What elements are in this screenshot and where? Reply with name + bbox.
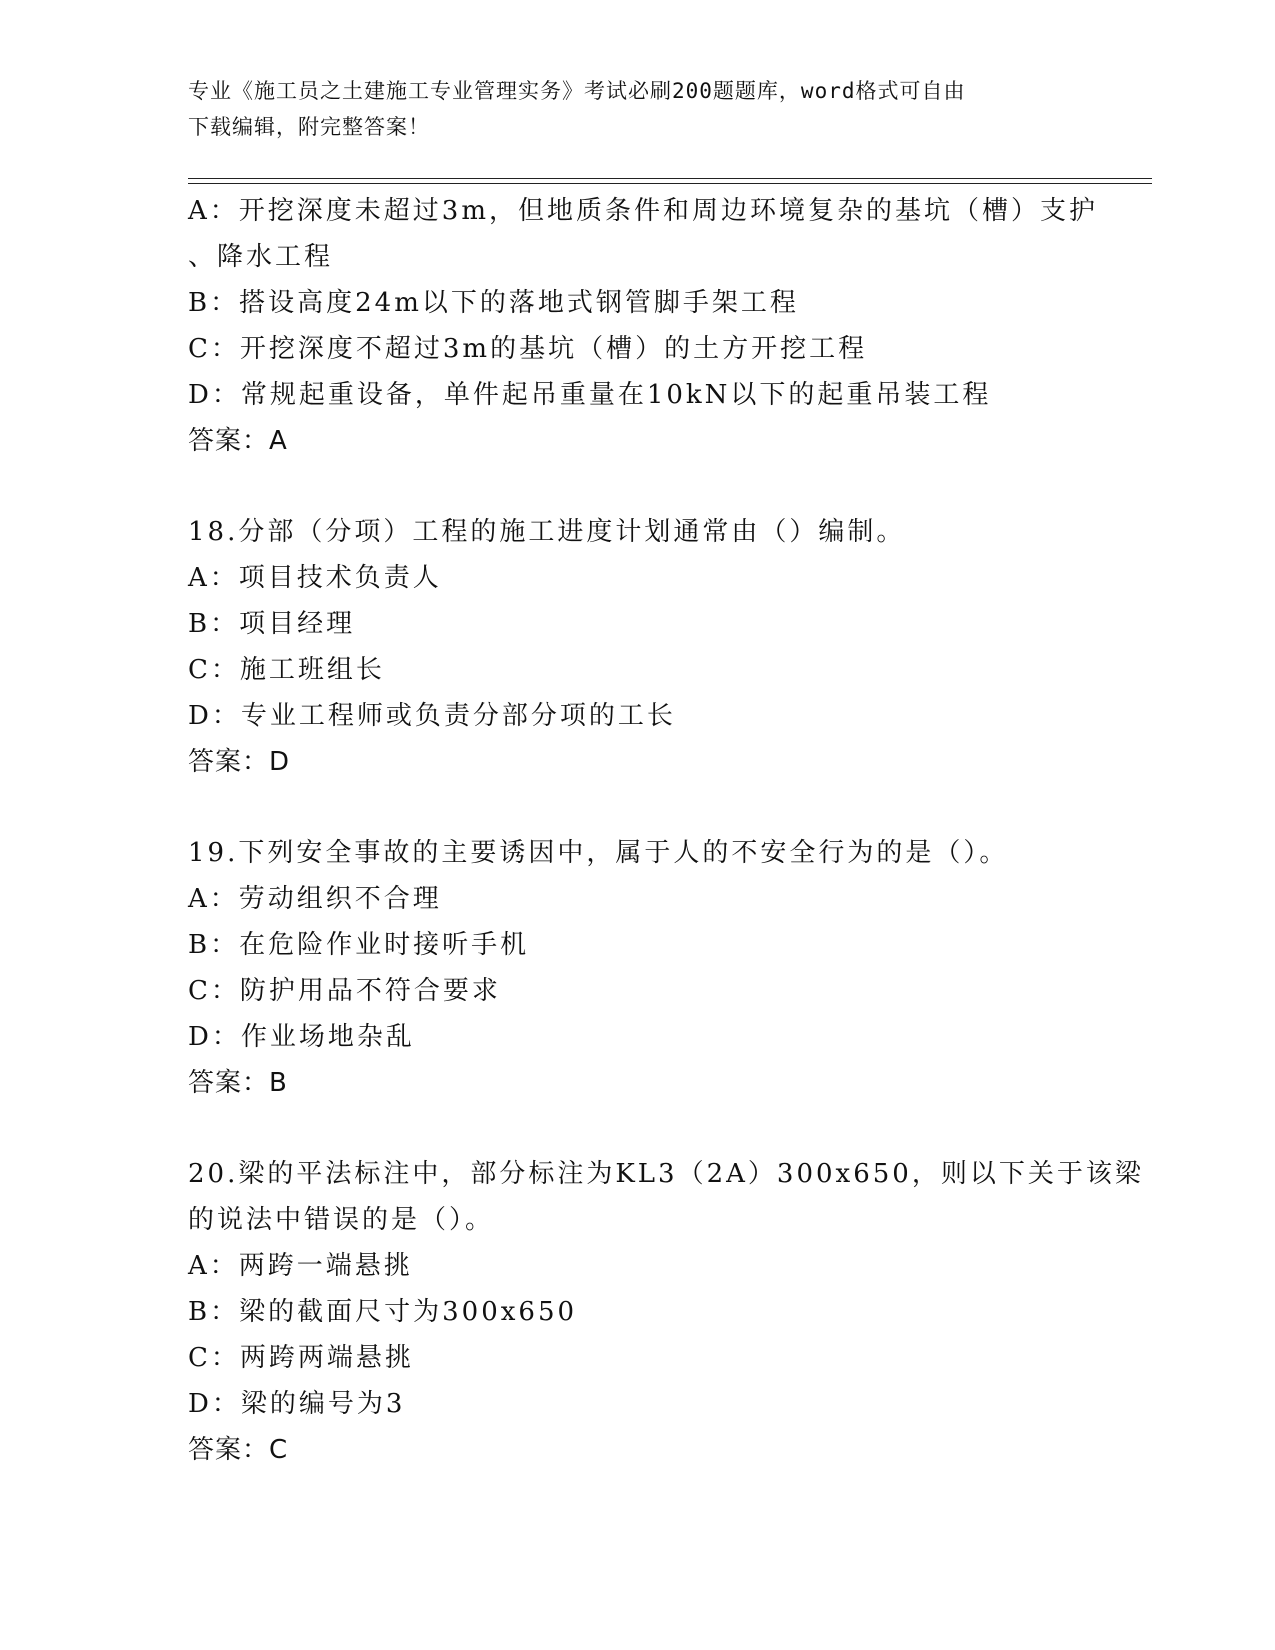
q18-question: 18.分部（分项）工程的施工进度计划通常由（）编制。 — [188, 517, 906, 547]
header-title-line1: 专业《施工员之土建施工专业管理实务》考试必刷200题题库，word格式可自由 — [188, 79, 966, 103]
question-17-block — [188, 188, 1148, 464]
q17-option-a-line2: 、降水工程 — [188, 242, 334, 272]
q17-option-c: C：开挖深度不超过3m的基坑（槽）的土方开挖工程 — [188, 334, 868, 364]
header-title-line2: 下载编辑，附完整答案！ — [188, 115, 430, 139]
q20-option-b: B：梁的截面尺寸为300x650 — [188, 1297, 578, 1327]
q17-option-a-line1: A：开挖深度未超过3m，但地质条件和周边环境复杂的基坑（槽）支护 — [188, 196, 1098, 226]
q20-answer: 答案：C — [188, 1435, 289, 1465]
document-header — [188, 73, 1088, 145]
q19-question: 19.下列安全事故的主要诱因中，属于人的不安全行为的是（）。 — [188, 838, 1009, 868]
q19-option-c: C：防护用品不符合要求 — [188, 976, 501, 1006]
q17-option-b: B：搭设高度24m以下的落地式钢管脚手架工程 — [188, 288, 799, 318]
spacer — [188, 785, 1148, 830]
q18-option-d: D：专业工程师或负责分部分项的工长 — [188, 701, 676, 731]
q17-answer: 答案：A — [188, 426, 288, 456]
question-18-block — [188, 509, 1148, 785]
q20-option-c: C：两跨两端悬挑 — [188, 1343, 414, 1373]
q20-option-d: D：梁的编号为3 — [188, 1389, 406, 1419]
question-20-block — [188, 1151, 1148, 1473]
q19-answer: 答案：B — [188, 1068, 288, 1098]
q20-question-line2: 的说法中错误的是（）。 — [188, 1205, 495, 1235]
q18-option-b: B：项目经理 — [188, 609, 356, 639]
q18-answer: 答案：D — [188, 747, 291, 777]
question-19-block — [188, 830, 1148, 1106]
q18-option-a: A：项目技术负责人 — [188, 563, 442, 593]
spacer — [188, 1106, 1148, 1151]
q17-option-d: D：常规起重设备，单件起吊重量在10kN以下的起重吊装工程 — [188, 380, 992, 410]
q20-option-a: A：两跨一端悬挑 — [188, 1251, 413, 1281]
spacer — [188, 464, 1148, 509]
q19-option-a: A：劳动组织不合理 — [188, 884, 442, 914]
header-divider-top — [188, 178, 1152, 179]
q19-option-d: D：作业场地杂乱 — [188, 1022, 415, 1052]
question-list — [188, 188, 1148, 1473]
header-divider-bottom — [188, 183, 1152, 184]
q20-question-line1: 20.梁的平法标注中，部分标注为KL3（2A）300x650，则以下关于该梁 — [188, 1159, 1144, 1189]
q19-option-b: B：在危险作业时接听手机 — [188, 930, 530, 960]
q18-option-c: C：施工班组长 — [188, 655, 385, 685]
